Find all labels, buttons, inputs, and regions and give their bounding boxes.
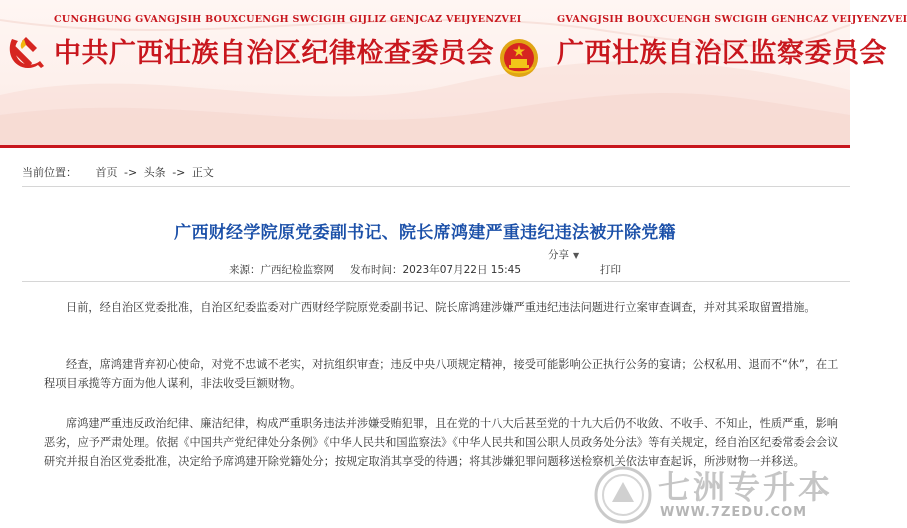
site-header xyxy=(0,0,907,145)
breadcrumb-separator: -> xyxy=(124,166,138,179)
print-button[interactable]: 打印 xyxy=(600,264,621,276)
breadcrumb-divider xyxy=(22,186,850,187)
breadcrumb-item-article: 正文 xyxy=(191,166,214,179)
right-org-pinyin: GVANGJSIH BOUXCUENGH SWCIGIH GENHCAZ VEIJYENZVEI xyxy=(557,14,907,25)
watermark-text: 七洲专升本 xyxy=(658,468,834,506)
article-paragraph: 日前，经自治区党委批准，自治区纪委监委对广西财经学院原党委副书记、院长席鸿建涉嫌严重违纪违法问题进行立案审查调查，并对其采取留置措施。 xyxy=(66,301,816,314)
breadcrumb-item-headlines[interactable]: 头条 xyxy=(143,166,166,179)
breadcrumb-separator: -> xyxy=(172,166,186,179)
left-org-block xyxy=(54,14,522,70)
watermark-url: WWW.7ZEDU.COM xyxy=(660,505,808,520)
share-button[interactable] xyxy=(548,247,579,262)
chevron-down-icon: ▼ xyxy=(573,251,580,260)
right-org-block xyxy=(557,14,907,70)
article-title: 广西财经学院原党委副书记、院长席鸿建严重违纪违法被开除党籍 xyxy=(174,223,676,243)
header-divider xyxy=(0,145,850,148)
article-publish-time: 发布时间：2023年07月22日 15:45 xyxy=(350,264,522,276)
article-meta-divider xyxy=(22,281,850,282)
party-emblem-icon xyxy=(4,33,46,75)
article-source: 来源：广西纪检监察网 xyxy=(229,264,334,276)
share-label: 分享 xyxy=(548,249,569,261)
breadcrumb xyxy=(22,164,217,180)
right-org-name[interactable]: 广西壮族自治区监察委员会 xyxy=(557,38,887,69)
breadcrumb-item-home[interactable]: 首页 xyxy=(95,166,118,179)
left-org-name[interactable]: 中共广西壮族自治区纪律检查委员会 xyxy=(54,38,494,69)
left-org-pinyin: CUNGHGUNG GVANGJSIH BOUXCUENGH SWCIGIH GIJLIZ GENJCAZ VEIJYENZVEI xyxy=(54,14,522,25)
breadcrumb-label: 当前位置： xyxy=(22,166,77,179)
article-paragraph: 经查，席鸿建背弃初心使命，对党不忠诚不老实，对抗组织审查；违反中央八项规定精神，接受可能影响公正执行公务的宴请；公权私用、退而不“休”，在工程项目承揽等方面为他人谋利，非法收受巨额财物。 xyxy=(44,358,839,390)
article-paragraph: 席鸿建严重违反政治纪律、廉洁纪律，构成严重职务违法并涉嫌受贿犯罪，且在党的十八大后甚至党的十九大后仍不收敛、不收手、不知止，性质严重，影响恶劣，应予严肃处理。依据《中国共产党纪律处分条例》《中华人民共和国监察法》《中华人民共和国公职人员政务处分法》等有关规定，经自治区纪委常委会会议研究并报自治区党委批准，决定给予席鸿建开除党籍处分；按规定取消其享受的待遇；将其涉嫌犯罪问题移送检察机关依法审查起诉，所涉财物一并移送。 xyxy=(44,417,839,468)
